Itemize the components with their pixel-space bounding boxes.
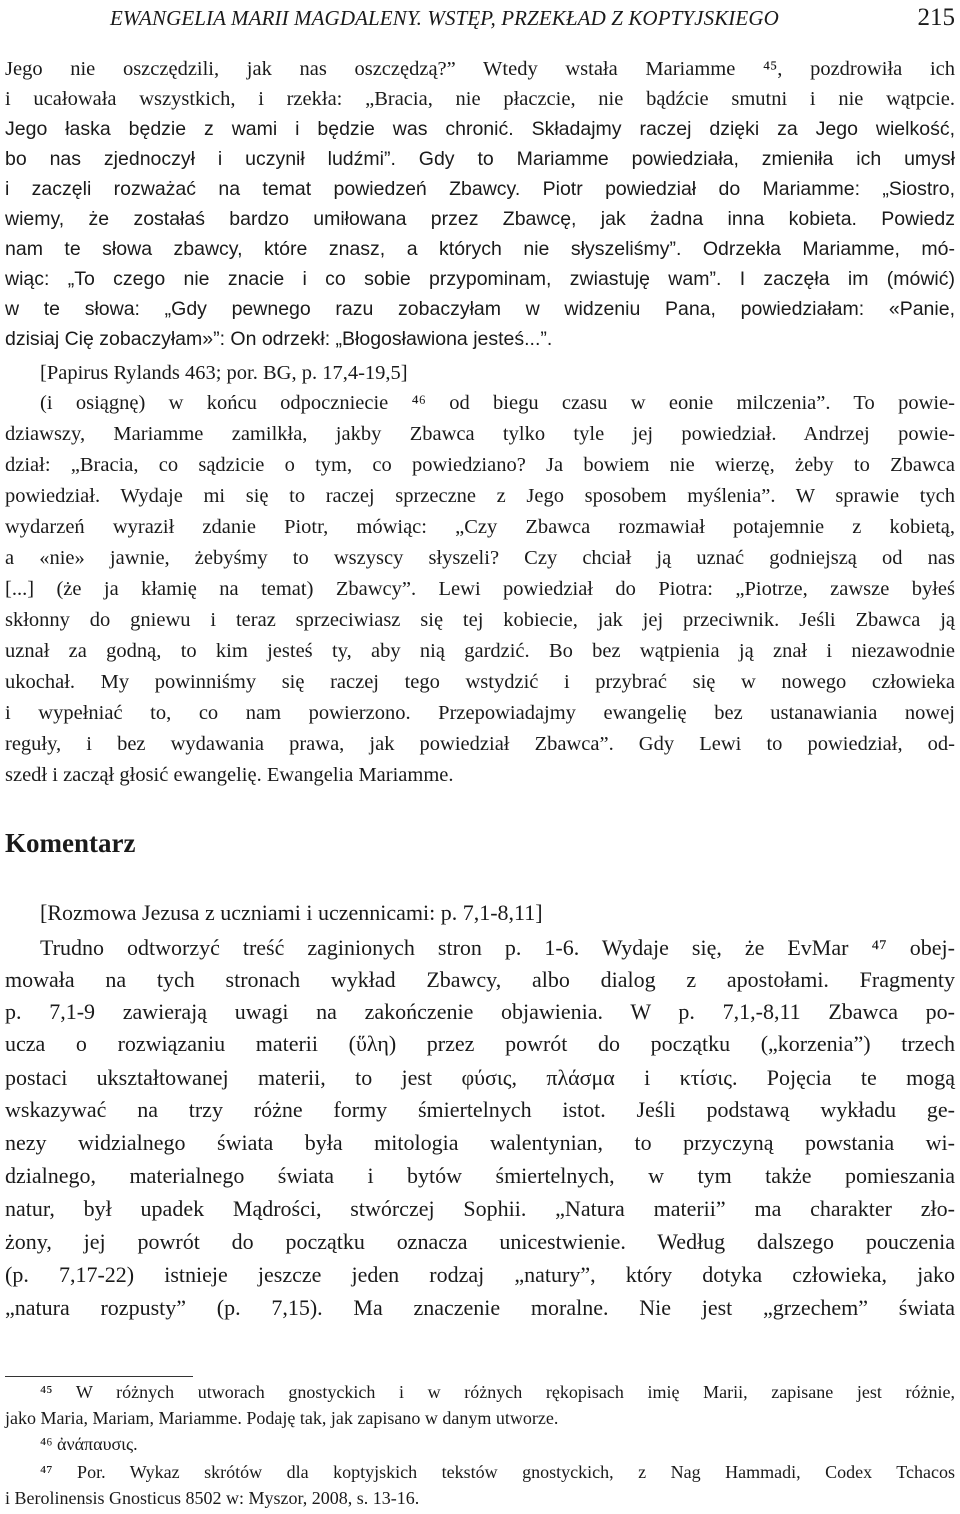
text-line: nam te słowa zbawcy, które znasz, a których nie słyszeliśmy”. Odrzekła Mariamme, mó- [5,238,955,260]
text-line: (i osiągnę) w końcu odpoczniecie ⁴⁶ od biegu czasu w eonie milczenia”. To powie- [40,392,955,414]
text-line: dział: „Bracia, co sądzicie o tym, co powiedziano? Ja bowiem nie wierzę, żeby to Zbawca [5,454,955,476]
text-line: ukochał. My powinniśmy się raczej tego wstydzić i przybrać się w nowego człowieka [5,671,955,693]
text-line: i zaczęli rozważać na temat powiedzeń Zbawcy. Piotr powiedział do Mariamme: „Siostro, [5,178,955,200]
text-line: wydarzeń wyraził zdanie Piotr, mówiąc: „Czy Zbawca rozmawiał potajemnie z kobietą, [5,516,955,538]
commentary-line: natur, był upadek Mądrości, stwórczej Sophii. „Natura materii” ma charakter zło- [5,1196,955,1221]
text-line: i wypełniać to, co nam powierzono. Przepowiadajmy ewangelię bez ustanawiania nowej [5,702,955,724]
footnote-separator [5,1376,193,1377]
text-line: Jego nie oszczędzili, jak nas oszczędzą?” Wtedy wstała Mariamme ⁴⁵, pozdrowiła ich [5,58,955,80]
commentary-line: Trudno odtworzyć treść zaginionych stron p. 1-6. Wydaje się, że EvMar ⁴⁷ obej- [40,935,955,960]
text-line: dzisiaj Cię zobaczyłam»”: On odrzekł: „Błogosławiona jesteś...”. [5,328,553,350]
footnote-45-continued: jako Maria, Mariam, Mariamme. Podaję tak, jak zapisano w danym utworze. [5,1408,559,1428]
commentary-line: wskazywać na trzy różne formy śmiertelnych istot. Jeśli podstawą wykładu ge- [5,1097,955,1122]
text-line: uznał za godną, to kim jesteś ty, aby nią gardzić. Bo bez wątpienia ją znał i niezawodnie [5,640,955,662]
commentary-line: „natura rozpusty” (p. 7,15). Ma znaczenie moralne. Nie jest „grzechem” świata [5,1295,955,1320]
text-line: bo nas zjednoczył i uczynił ludźmi”. Gdy to Mariamme powiedziała, zmieniła ich umysł [5,148,955,170]
text-line: reguły, i bez wydawania prawa, jak powiedział Zbawca”. Gdy Lewi to powiedział, od- [5,733,955,755]
text-line: i ucałowała wszystkich, i rzekła: „Bracia, nie płaczcie, nie bądźcie smutni i nie wątpcie. [5,88,955,110]
footnote-47: ⁴⁷ Por. Wykaz skrótów dla koptyjskich tekstów gnostyckich, z Nag Hammadi, Codex Tchacos [40,1462,955,1482]
commentary-line: postaci ukształtowanej materii, to jest φύσις, πλάσμα i κτίσις. Pojęcia te mogą [5,1065,955,1090]
text-line: powiedział. Wydaje mi się to raczej sprzeczne z Jego sposobem myślenia”. W sprawie tych [5,485,955,507]
text-line: [...] (że ja kłamię na temat) Zbawcy”. Lewi powiedział do Piotra: „Piotrze, zawsze byłeś [5,578,955,600]
text-line: skłonny do gniewu i teraz sprzeciwiasz się tej kobiecie, jak jej przeciwnik. Jeśli Zbawca ją [5,609,955,631]
footnote-46: ⁴⁶ ἀνάπαυσις. [40,1434,138,1454]
section-heading: Komentarz [5,828,136,858]
footnote-45: ⁴⁵ W różnych utworach gnostyckich i w różnych rękopisach imię Marii, zapisane jest różnie, [40,1382,955,1402]
commentary-reference: [Rozmowa Jezusa z uczniami i uczennicami: p. 7,1-8,11] [40,900,543,925]
text-line: w te słowa: „Gdy pewnego razu zobaczyłam w widzeniu Pana, powiedziałam: «Panie, [5,298,955,320]
text-line: dziawszy, Mariamme zamilkła, jakby Zbawca tylko tyle jej powiedział. Andrzej powie- [5,423,955,445]
text-line: szedł i zaczął głosić ewangelię. Ewangelia Mariamme. [5,764,454,786]
running-title: EWANGELIA MARII MAGDALENY. WSTĘP, PRZEKŁAD Z KOPTYJSKIEGO [110,6,779,30]
commentary-line: p. 7,1-9 zawierają uwagi na zakończenie objawienia. W p. 7,1,-8,11 Zbawca po- [5,999,955,1024]
text-line: wiemy, że zostałaś bardzo umiłowana przez Zbawcę, jak żadna inna kobieta. Powiedz [5,208,955,230]
page-number: 215 [917,4,955,31]
commentary-line: żony, jej powrót do początku oznacza unicestwienie. Według dalszego pouczenia [5,1229,955,1254]
commentary-line: (p. 7,17-22) istnieje jeszcze jeden rodzaj „natury”, który dotyka człowieka, jako [5,1262,955,1287]
running-header [5,4,955,34]
commentary-line: dzialnego, materialnego świata i bytów śmiertelnych, w tym także pomieszania [5,1163,955,1188]
source-reference: [Papirus Rylands 463; por. BG, p. 17,4-19,5] [40,362,408,384]
commentary-line: ucza o rozwiązaniu materii (ὕλη) przez powrót do początku („korzenia”) trzech [5,1031,955,1056]
commentary-line: nezy widzialnego świata była mitologia walentynian, to przyczyną powstania wi- [5,1130,955,1155]
text-line: a «nie» jawnie, żebyśmy to wszyscy słyszeli? Czy chciał ją uznać godniejszą od nas [5,547,955,569]
text-line: Jego łaska będzie z wami i będzie was chronić. Składajmy raczej dzięki za Jego wielkość, [5,118,955,140]
footnote-47-continued: i Berolinensis Gnosticus 8502 w: Myszor, 2008, s. 13-16. [5,1488,420,1508]
text-line: wiąc: „To czego nie znacie i co sobie przypominam, zwiastuję wam”. I zaczęła im (mówić) [5,268,955,290]
commentary-line: mowała na tych stronach wykład Zbawcy, albo dialog z apostołami. Fragmenty [5,967,955,992]
